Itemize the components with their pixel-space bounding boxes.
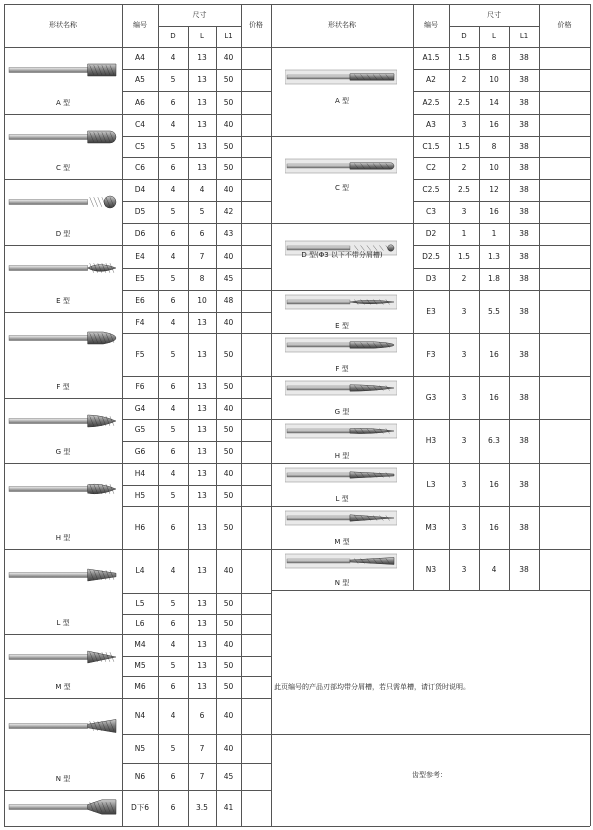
grid-line — [271, 223, 413, 224]
burr-n-icon — [7, 715, 119, 737]
burr-h-icon — [7, 478, 119, 500]
grid-line — [509, 26, 510, 590]
grid-line — [413, 590, 590, 591]
dim-l-cell: 13 — [197, 469, 207, 479]
code-cell: G6 — [134, 447, 146, 457]
code-cell: A2 — [426, 75, 436, 85]
code-cell: M6 — [134, 682, 146, 692]
dim-l1-cell: 50 — [223, 141, 234, 151]
dim-l-cell: 10 — [197, 296, 207, 306]
code-cell: M4 — [134, 640, 146, 650]
grid-line — [271, 734, 590, 735]
dim-l1-cell: 40 — [223, 251, 234, 261]
dim-l-cell: 1 — [491, 229, 497, 239]
tooth-reference-note: 齿型参考： — [412, 771, 447, 779]
grid-line — [449, 26, 539, 27]
code-cell: C2.5 — [422, 185, 440, 195]
right-header-l: L — [492, 32, 496, 40]
dim-l1-cell: 50 — [223, 382, 234, 392]
type-label: E 型 — [56, 297, 70, 305]
dim-l-cell: 7 — [199, 771, 205, 781]
dim-l-cell: 4 — [199, 185, 205, 195]
dim-d-cell: 3 — [461, 207, 467, 217]
dim-l1-cell: 40 — [223, 185, 234, 195]
type-label: N 型 — [334, 579, 350, 587]
code-cell: D6 — [134, 229, 146, 239]
dim-l-cell: 13 — [197, 141, 207, 151]
dim-l1-cell: 50 — [223, 349, 234, 359]
grid-line — [271, 4, 272, 826]
right-header-shape-name: 形状名称 — [328, 21, 356, 29]
burr-l-icon — [7, 564, 119, 586]
dim-d-cell: 1 — [461, 229, 467, 239]
grid-line — [449, 4, 450, 590]
grid-line — [271, 549, 413, 550]
dim-l1-cell: 50 — [223, 425, 234, 435]
dim-l-cell: 13 — [197, 425, 207, 435]
dim-l-cell: 13 — [197, 522, 207, 532]
mini-burr-n-icon — [285, 553, 397, 569]
dim-l1-cell: 38 — [519, 392, 529, 402]
dim-l1-cell: 50 — [223, 661, 234, 671]
grid-line — [271, 333, 413, 334]
code-cell: H4 — [134, 469, 146, 479]
grid-line — [271, 506, 413, 507]
dim-l-cell: 1.8 — [488, 274, 500, 284]
grid-line — [4, 47, 590, 48]
grid-line — [271, 826, 590, 827]
type-label: G 型 — [55, 448, 71, 456]
type-label: C 型 — [55, 164, 71, 172]
dim-l1-cell: 45 — [223, 771, 234, 781]
dim-l-cell: 13 — [197, 382, 207, 392]
dim-d-cell: 4 — [170, 317, 176, 327]
type-label: E 型 — [335, 322, 349, 330]
dim-l-cell: 13 — [197, 120, 207, 130]
code-cell: C1.5 — [422, 141, 440, 151]
code-cell: C4 — [134, 120, 145, 130]
type-label: M 型 — [334, 538, 350, 546]
dim-d-cell: 3 — [461, 522, 467, 532]
dim-l-cell: 14 — [489, 97, 499, 107]
dim-d-cell: 5 — [170, 349, 176, 359]
grid-line — [216, 26, 217, 826]
code-cell: A1.5 — [422, 53, 440, 63]
code-cell: C2 — [425, 163, 436, 173]
mini-burr-m-icon — [285, 510, 397, 526]
code-cell: F4 — [135, 317, 145, 327]
dim-l-cell: 13 — [197, 566, 207, 576]
code-cell: H6 — [134, 522, 146, 532]
dim-l1-cell: 38 — [519, 436, 529, 446]
code-cell: L3 — [426, 479, 436, 489]
grid-line — [413, 4, 414, 590]
dim-d-cell: 3 — [461, 479, 467, 489]
dim-d-cell: 6 — [170, 382, 176, 392]
code-cell: C3 — [425, 207, 436, 217]
grid-line — [122, 4, 123, 826]
grid-line — [271, 419, 413, 420]
dim-l1-cell: 50 — [223, 97, 234, 107]
dim-l1-cell: 38 — [519, 53, 529, 63]
dim-l1-cell: 40 — [223, 566, 234, 576]
grid-line — [241, 4, 242, 826]
dim-l-cell: 13 — [197, 661, 207, 671]
dim-l-cell: 10 — [489, 75, 499, 85]
code-cell: F6 — [135, 382, 145, 392]
type-label: H 型 — [334, 452, 350, 460]
dim-l1-cell: 48 — [223, 296, 234, 306]
dim-l1-cell: 41 — [223, 803, 234, 813]
dim-d-cell: 3 — [461, 349, 467, 359]
dim-l-cell: 13 — [197, 640, 207, 650]
dim-l1-cell: 38 — [519, 141, 529, 151]
mini-burr-f-icon — [285, 337, 397, 353]
dim-l1-cell: 38 — [519, 97, 529, 107]
dim-d-cell: 6 — [170, 803, 176, 813]
code-cell: N4 — [134, 711, 146, 721]
code-cell: D3 — [425, 274, 437, 284]
dim-d-cell: 5 — [170, 598, 176, 608]
dim-l-cell: 13 — [197, 349, 207, 359]
dim-l1-cell: 50 — [223, 490, 234, 500]
dim-d-cell: 2 — [461, 75, 467, 85]
dim-l-cell: 7 — [199, 743, 205, 753]
dim-l-cell: 13 — [197, 317, 207, 327]
type-label: C 型 — [334, 184, 350, 192]
mini-burr-g-icon — [285, 380, 397, 396]
code-cell: G4 — [134, 403, 146, 413]
type-label: D 型(Φ3 以下不带分屑槽) — [301, 251, 383, 259]
left-header-shape-name: 形状名称 — [49, 21, 77, 29]
dim-l-cell: 8 — [491, 53, 497, 63]
dim-l-cell: 16 — [489, 349, 499, 359]
left-header-d: D — [170, 32, 176, 40]
grid-line — [4, 245, 122, 246]
grid-line — [4, 4, 590, 5]
dim-l1-cell: 50 — [223, 163, 234, 173]
dim-l1-cell: 38 — [519, 120, 529, 130]
dim-l1-cell: 50 — [223, 522, 234, 532]
dim-l-cell: 1.3 — [488, 251, 500, 261]
left-header-price: 价格 — [249, 21, 263, 29]
mini-burr-a-icon — [285, 69, 397, 85]
chip-groove-note: 此页编号的产品刃部均带分屑槽，若只需单槽，请订货时说明。 — [274, 683, 470, 691]
left-header-l: L — [200, 32, 204, 40]
dim-l1-cell: 42 — [223, 207, 234, 217]
mini-burr-c-icon — [285, 158, 397, 174]
dim-l1-cell: 40 — [223, 120, 234, 130]
right-header-l1: L1 — [519, 32, 529, 40]
left-header-l1: L1 — [224, 32, 233, 40]
grid-line — [4, 549, 122, 550]
burr-f-icon — [7, 327, 119, 349]
dim-d-cell: 3 — [461, 564, 467, 574]
dim-l1-cell: 38 — [519, 522, 529, 532]
code-cell: C6 — [134, 163, 145, 173]
dim-l-cell: 6 — [199, 711, 205, 721]
grid-line — [4, 634, 122, 635]
dim-l1-cell: 50 — [223, 682, 234, 692]
dim-l1-cell: 40 — [223, 53, 234, 63]
dim-l-cell: 8 — [199, 274, 205, 284]
dim-l1-cell: 38 — [519, 251, 529, 261]
dim-d-cell: 5 — [170, 75, 176, 85]
type-label: G 型 — [334, 408, 350, 416]
dim-d-cell: 3 — [461, 120, 467, 130]
code-cell: N5 — [134, 743, 146, 753]
dim-d-cell: 1.5 — [458, 53, 470, 63]
grid-line — [4, 398, 122, 399]
dim-d-cell: 6 — [170, 771, 176, 781]
dim-d-cell: 5 — [170, 141, 176, 151]
dim-l-cell: 5.5 — [488, 306, 500, 316]
right-header-d: D — [461, 32, 467, 40]
mini-burr-h-icon — [285, 423, 397, 439]
code-cell: D2 — [425, 229, 437, 239]
type-label: F 型 — [335, 365, 349, 373]
dim-l1-cell: 38 — [519, 207, 529, 217]
dim-l-cell: 16 — [489, 120, 499, 130]
dim-l1-cell: 38 — [519, 274, 529, 284]
dim-d-cell: 6 — [170, 163, 176, 173]
dim-l-cell: 13 — [197, 403, 207, 413]
code-cell: A2.5 — [422, 97, 440, 107]
type-label: N 型 — [55, 775, 71, 783]
burr-dunder-icon — [7, 796, 119, 818]
dim-d-cell: 2.5 — [458, 185, 470, 195]
dim-l-cell: 4 — [491, 564, 497, 574]
dim-l1-cell: 38 — [519, 229, 529, 239]
code-cell: A3 — [426, 120, 436, 130]
dim-d-cell: 4 — [170, 185, 176, 195]
code-cell: E5 — [135, 274, 145, 284]
dim-l-cell: 6 — [199, 229, 205, 239]
grid-line — [590, 4, 591, 826]
code-cell: H3 — [425, 436, 437, 446]
code-cell: N6 — [134, 771, 146, 781]
dim-l1-cell: 40 — [223, 469, 234, 479]
dim-l1-cell: 38 — [519, 564, 529, 574]
grid-line — [271, 136, 413, 137]
dim-l-cell: 16 — [489, 207, 499, 217]
grid-line — [4, 312, 122, 313]
grid-line — [4, 826, 271, 827]
burr-a-icon — [7, 59, 119, 81]
dim-l-cell: 13 — [197, 490, 207, 500]
code-cell: L6 — [135, 619, 145, 629]
dim-d-cell: 5 — [170, 743, 176, 753]
dim-d-cell: 5 — [170, 274, 176, 284]
dim-d-cell: 5 — [170, 490, 176, 500]
code-cell: H5 — [134, 490, 146, 500]
code-cell: F5 — [135, 349, 145, 359]
dim-l1-cell: 50 — [223, 447, 234, 457]
dim-d-cell: 6 — [170, 522, 176, 532]
code-cell: E4 — [135, 251, 145, 261]
dim-d-cell: 5 — [170, 425, 176, 435]
dim-l-cell: 6.3 — [488, 436, 500, 446]
dim-l1-cell: 50 — [223, 619, 234, 629]
dim-l-cell: 16 — [489, 392, 499, 402]
code-cell: D下6 — [130, 803, 150, 813]
code-cell: L4 — [135, 566, 145, 576]
grid-line — [4, 114, 122, 115]
dim-d-cell: 4 — [170, 403, 176, 413]
type-label: L 型 — [56, 619, 70, 627]
right-header-dims: 尺寸 — [487, 10, 501, 19]
dim-l-cell: 13 — [197, 619, 207, 629]
code-cell: L5 — [135, 598, 145, 608]
burr-c-icon — [7, 126, 119, 148]
grid-line — [158, 26, 241, 27]
dim-l-cell: 16 — [489, 522, 499, 532]
burr-e-icon — [7, 257, 119, 279]
dim-d-cell: 6 — [170, 682, 176, 692]
dim-l1-cell: 43 — [223, 229, 234, 239]
mini-burr-l-icon — [285, 467, 397, 483]
grid-line — [4, 790, 122, 791]
code-cell: A6 — [135, 97, 145, 107]
dim-d-cell: 2 — [461, 163, 467, 173]
type-label: A 型 — [55, 99, 70, 107]
dim-d-cell: 4 — [170, 640, 176, 650]
dim-l1-cell: 38 — [519, 185, 529, 195]
burr-d-icon — [7, 191, 119, 213]
code-cell: D5 — [134, 207, 146, 217]
code-cell: N3 — [425, 564, 437, 574]
dim-l1-cell: 38 — [519, 163, 529, 173]
dim-d-cell: 4 — [170, 251, 176, 261]
dim-l1-cell: 38 — [519, 75, 529, 85]
dim-d-cell: 6 — [170, 296, 176, 306]
dim-d-cell: 4 — [170, 469, 176, 479]
code-cell: G5 — [134, 425, 146, 435]
grid-line — [479, 26, 480, 590]
code-cell: A4 — [135, 53, 145, 63]
grid-line — [4, 463, 122, 464]
grid-line — [539, 4, 540, 590]
left-header-code: 编号 — [133, 21, 147, 29]
code-cell: E6 — [135, 296, 145, 306]
right-header-code: 编号 — [424, 21, 438, 29]
dim-l1-cell: 40 — [223, 403, 234, 413]
code-cell: M5 — [134, 661, 146, 671]
dim-d-cell: 2 — [461, 274, 467, 284]
code-cell: F3 — [426, 349, 436, 359]
grid-line — [271, 376, 413, 377]
dim-d-cell: 6 — [170, 97, 176, 107]
dim-l-cell: 5 — [199, 207, 205, 217]
dim-d-cell: 6 — [170, 447, 176, 457]
dim-l-cell: 13 — [197, 447, 207, 457]
grid-line — [271, 590, 413, 591]
grid-line — [4, 698, 122, 699]
dim-l1-cell: 40 — [223, 317, 234, 327]
code-cell: A5 — [135, 75, 145, 85]
dim-l-cell: 8 — [491, 141, 497, 151]
code-cell: E3 — [426, 306, 436, 316]
dim-l-cell: 12 — [489, 185, 499, 195]
dim-l1-cell: 38 — [519, 306, 529, 316]
dim-l1-cell: 40 — [223, 743, 234, 753]
dim-l-cell: 10 — [489, 163, 499, 173]
grid-line — [271, 463, 413, 464]
dim-l1-cell: 50 — [223, 598, 234, 608]
dim-l-cell: 13 — [197, 75, 207, 85]
dim-d-cell: 4 — [170, 120, 176, 130]
dim-d-cell: 1.5 — [458, 141, 470, 151]
type-label: H 型 — [55, 534, 71, 542]
grid-line — [4, 4, 5, 826]
grid-line — [271, 290, 413, 291]
dim-d-cell: 6 — [170, 229, 176, 239]
dim-d-cell: 5 — [170, 661, 176, 671]
grid-line — [4, 179, 122, 180]
dim-l-cell: 7 — [199, 251, 205, 261]
type-label: F 型 — [56, 383, 70, 391]
code-cell: M3 — [425, 522, 437, 532]
dim-l1-cell: 45 — [223, 274, 234, 284]
type-label: D 型 — [55, 230, 71, 238]
dim-l1-cell: 38 — [519, 479, 529, 489]
right-header-price: 价格 — [557, 21, 572, 29]
grid-line — [188, 26, 189, 826]
grid-line — [158, 4, 159, 826]
dim-d-cell: 4 — [170, 566, 176, 576]
dim-d-cell: 5 — [170, 207, 176, 217]
mini-burr-e-icon — [285, 294, 397, 310]
dim-d-cell: 1.5 — [458, 251, 470, 261]
dim-d-cell: 4 — [170, 53, 176, 63]
dim-l-cell: 13 — [197, 97, 207, 107]
dim-d-cell: 3 — [461, 306, 467, 316]
dim-l-cell: 13 — [197, 598, 207, 608]
left-header-dims: 尺寸 — [192, 10, 207, 19]
type-label: A 型 — [334, 97, 349, 105]
dim-l1-cell: 50 — [223, 75, 234, 85]
code-cell: D2.5 — [422, 251, 440, 261]
dim-l-cell: 3.5 — [196, 803, 208, 813]
dim-l1-cell: 40 — [223, 711, 234, 721]
dim-l-cell: 13 — [197, 53, 207, 63]
type-label: L 型 — [335, 495, 349, 503]
code-cell: D4 — [134, 185, 146, 195]
dim-l-cell: 13 — [197, 163, 207, 173]
code-cell: G3 — [425, 392, 437, 402]
dim-l1-cell: 38 — [519, 349, 529, 359]
dim-d-cell: 6 — [170, 619, 176, 629]
burr-g-icon — [7, 410, 119, 432]
dim-l-cell: 16 — [489, 479, 499, 489]
code-cell: C5 — [134, 141, 145, 151]
dim-d-cell: 3 — [461, 392, 467, 402]
dim-l1-cell: 40 — [223, 640, 234, 650]
dim-d-cell: 2.5 — [458, 97, 470, 107]
type-label: M 型 — [55, 683, 71, 691]
dim-d-cell: 4 — [170, 711, 176, 721]
burr-m-icon — [7, 646, 119, 668]
dim-d-cell: 3 — [461, 436, 467, 446]
dim-l-cell: 13 — [197, 682, 207, 692]
